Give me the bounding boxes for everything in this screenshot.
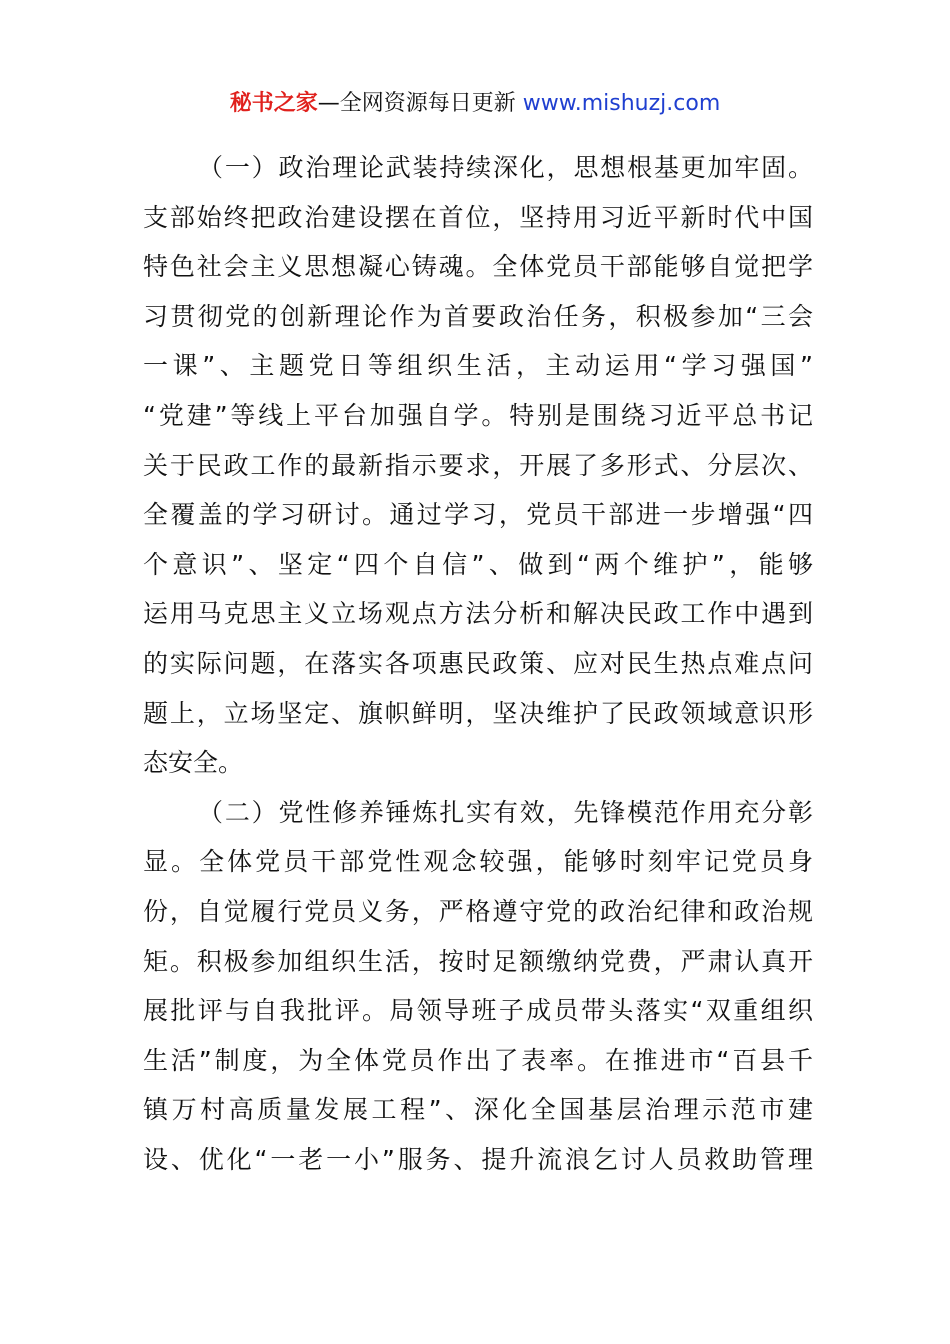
site-url-link[interactable]: www.mishuzj.com bbox=[522, 91, 721, 116]
text-line: 关于民政工作的最新指示要求，开展了多形式、分层次、 bbox=[143, 450, 813, 480]
section-heading-2: （二）党性修养锤炼扎实有效，先锋模范作用充分彰 bbox=[198, 797, 813, 827]
text-line: 份，自觉履行党员义务，严格遵守党的政治纪律和政治规 bbox=[143, 896, 813, 926]
text-line: 特色社会主义思想凝心铸魂。全体党员干部能够自觉把学 bbox=[143, 252, 813, 282]
text-line: 一课”、主题党日等组织生活，主动运用“学习强国” bbox=[143, 351, 813, 381]
text-line: 显。全体党员干部党性观念较强，能够时刻牢记党员身 bbox=[143, 847, 813, 877]
text-line: 矩。积极参加组织生活，按时足额缴纳党费，严肃认真开 bbox=[143, 946, 813, 976]
text-line: 运用马克思主义立场观点方法分析和解决民政工作中遇到 bbox=[143, 599, 813, 629]
text-line: 设、优化“一老一小”服务、提升流浪乞讨人员救助管理 bbox=[143, 1144, 813, 1174]
text-line: 习贯彻党的创新理论作为首要政治任务，积极参加“三会 bbox=[143, 301, 813, 331]
text-line: 展批评与自我批评。局领导班子成员带头落实“双重组织 bbox=[143, 996, 813, 1026]
text-line: “党建”等线上平台加强自学。特别是围绕习近平总书记 bbox=[143, 400, 813, 430]
site-header bbox=[0, 88, 950, 120]
text-line: 镇万村高质量发展工程”、深化全国基层治理示范市建 bbox=[143, 1095, 813, 1125]
text-line: 态安全。 bbox=[143, 748, 244, 778]
text-line: 个意识”、坚定“四个自信”、做到“两个维护”，能够 bbox=[143, 549, 813, 579]
site-tagline: —全网资源每日更新 bbox=[317, 91, 516, 116]
site-brand: 秘书之家 bbox=[229, 91, 318, 116]
text-line: 的实际问题，在落实各项惠民政策、应对民生热点难点问 bbox=[143, 648, 813, 678]
document-body bbox=[143, 143, 813, 1184]
text-line: 题上，立场坚定、旗帜鲜明，坚决维护了民政领域意识形 bbox=[143, 698, 813, 728]
text-line: 支部始终把政治建设摆在首位，坚持用习近平新时代中国 bbox=[143, 202, 813, 232]
section-heading-1: （一）政治理论武装持续深化，思想根基更加牢固。 bbox=[198, 153, 813, 182]
text-line: 生活”制度，为全体党员作出了表率。在推进市“百县千 bbox=[143, 1045, 813, 1075]
text-line: 全覆盖的学习研讨。通过学习，党员干部进一步增强“四 bbox=[143, 500, 813, 530]
